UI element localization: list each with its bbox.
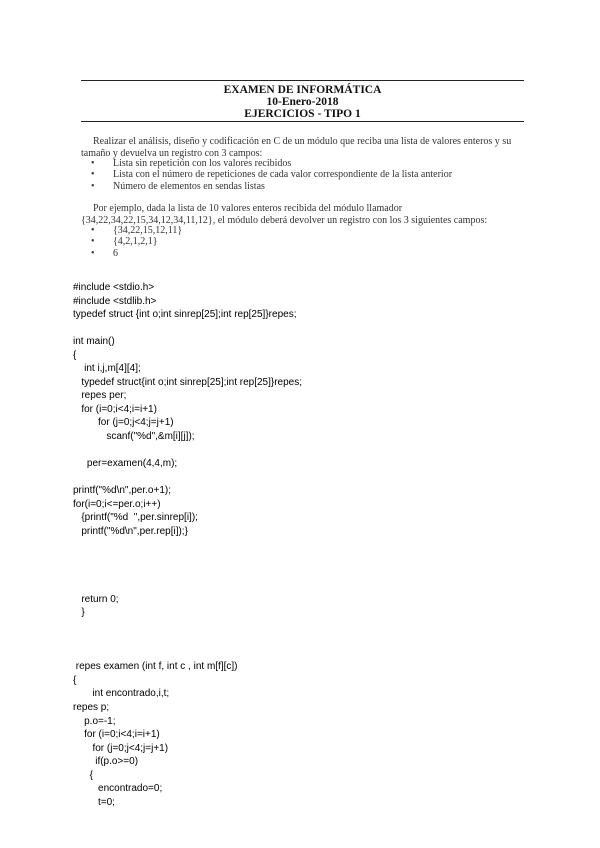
code-line: p.o=-1;: [73, 715, 116, 727]
code-line: encontrado=0;: [73, 783, 163, 795]
field-item: • Número de elementos en sendas listas: [91, 180, 265, 192]
field-item-text: Número de elementos en sendas listas: [113, 180, 265, 192]
code-line: int main(): [73, 336, 115, 348]
code-line: #include <stdio.h>: [73, 282, 155, 293]
code-line: typedef struct {int o;int sinrep[25];int rep[25]}repes;: [73, 309, 297, 321]
result-item: • 6: [91, 247, 118, 259]
field-item-text: Lista sin repetición con los valores recibidos: [113, 158, 292, 169]
code-line: repes per;: [73, 390, 127, 402]
exam-title: EXAMEN DE INFORMÁTICA: [223, 84, 382, 96]
problem-statement: Realizar el análisis, diseño y codificación en C de un módulo que reciba una lista de valores enteros y su tamaño y devuelva un registro con 3 campos:: [81, 136, 512, 159]
code-line: for(i=0;i<=per.o;i++): [73, 498, 161, 510]
result-item: • {34,22,15,12,11}: [91, 225, 183, 236]
exam-date: 10-Enero-2018: [266, 96, 339, 108]
code-line: [73, 565, 302, 579]
code-line: [73, 538, 302, 552]
code-line: for (i=0;i<4;i=i+1): [73, 403, 157, 415]
code-line: repes examen (int f, int c , int m[f][c]): [73, 661, 238, 673]
code-line: #include <stdlib.h>: [73, 295, 157, 307]
result-item-text: {34,22,15,12,11}: [113, 225, 183, 236]
field-item: • Lista sin repetición con los valores recibidos: [91, 158, 292, 169]
code-line: {: [73, 769, 94, 781]
code-line: [73, 322, 302, 336]
code-listing: [73, 281, 302, 809]
code-line: {printf("%d ",per.sinrep[i]);: [73, 512, 198, 524]
header-bottom-rule: [81, 121, 524, 122]
code-line: [73, 444, 302, 458]
code-line: printf("%d\n",per.rep[i]);}: [73, 525, 188, 537]
code-line: repes p;: [73, 701, 110, 713]
code-line: for (i=0;i<4;i=i+1): [73, 729, 160, 741]
header-top-rule: [81, 80, 524, 81]
code-line: printf("%d\n",per.o+1);: [73, 485, 171, 497]
result-item-text: {4,2,1,2,1}: [113, 236, 158, 248]
field-item-text: Lista con el número de repeticiones de cada valor correspondiente de la lista anterior: [113, 169, 453, 181]
code-line: [73, 471, 302, 485]
result-item-text: 6: [113, 247, 118, 259]
code-line: return 0;: [73, 593, 119, 605]
code-line: {: [73, 674, 77, 686]
code-line: typedef struct{int o;int sinrep[25];int rep[25]}repes;: [73, 376, 303, 388]
code-line: [73, 620, 302, 634]
code-line: t=0;: [73, 796, 115, 808]
field-item: • Lista con el número de repeticiones de cada valor correspondiente de la lista anterior: [91, 169, 453, 181]
code-line: {: [73, 349, 77, 361]
code-line: int encontrado,i,t;: [73, 688, 170, 700]
exam-subtitle: EJERCICIOS - TIPO 1: [244, 108, 361, 120]
code-line: int i,j,m[4][4];: [73, 363, 141, 375]
fields-list: [91, 158, 452, 192]
code-line: [73, 552, 302, 566]
code-line: per=examen(4,4,m);: [73, 458, 178, 470]
code-line: scanf("%d",&m[i][j]);: [73, 431, 195, 443]
code-line: for (j=0;j<4;j=j+1): [73, 742, 169, 754]
code-line: for (j=0;j<4;j=j+1): [73, 417, 174, 429]
code-line: [73, 647, 302, 661]
result-item: • {4,2,1,2,1}: [91, 236, 158, 248]
code-line: [73, 633, 302, 647]
code-line: if(p.o>=0): [73, 756, 139, 768]
example-statement: Por ejemplo, dada la lista de 10 valores enteros recibida del módulo llamador {34,22,34,22,15,34,12,34,11,12}, el módulo deberá devolver un registro con los 3 siguientes campos:: [81, 203, 488, 226]
code-line: [73, 579, 302, 593]
code-line: }: [73, 607, 85, 619]
results-list: [91, 225, 182, 259]
